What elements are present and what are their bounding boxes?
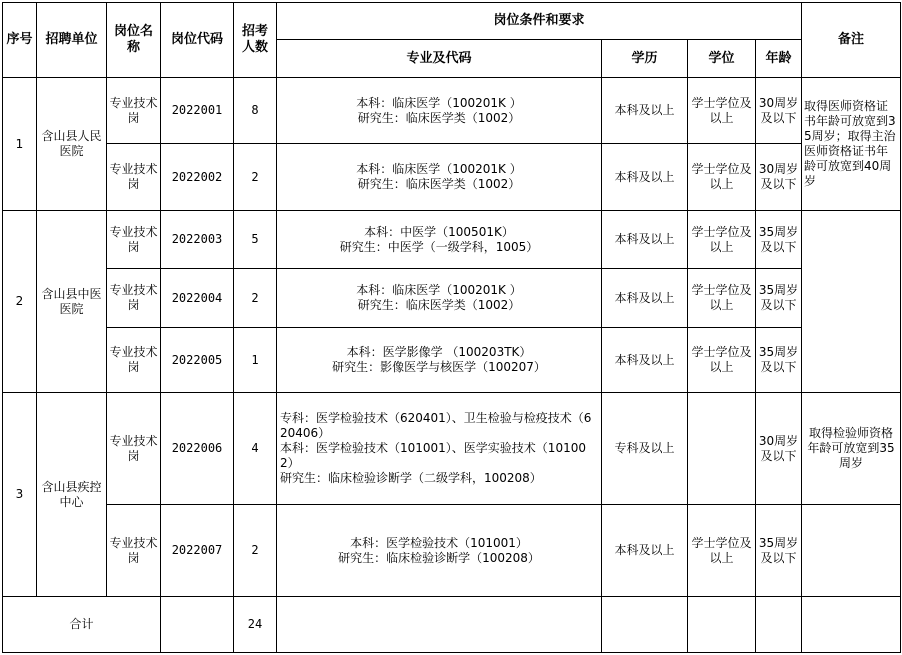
- major-cell: [277, 505, 602, 597]
- header-age: 年龄: [756, 40, 802, 78]
- header-education: 学历: [602, 40, 688, 78]
- degree-cell: 学士学位及以上: [688, 328, 756, 393]
- degree-cell: 学士学位及以上: [688, 144, 756, 211]
- total-label: 合计: [3, 597, 161, 653]
- education-cell: 本科及以上: [602, 144, 688, 211]
- table-row: [3, 328, 901, 393]
- major-line: 专科：医学检验技术（620401）、卫生检验与检疫技术（620406）: [280, 411, 592, 440]
- education-cell: 本科及以上: [602, 505, 688, 597]
- age-cell: 35周岁及以下: [756, 328, 802, 393]
- major-line: 本科：临床医学（100201K ）: [356, 283, 522, 297]
- header-post-code: 岗位代码: [161, 3, 234, 78]
- major-line: 研究生：临床检验诊断学（100208）: [338, 550, 540, 565]
- major-line: 研究生：影像医学与核医学（100207）: [332, 360, 546, 374]
- major-line: 本科：中医学（100501K）: [364, 224, 514, 239]
- remark-cell: 取得医师资格证书年龄可放宽到35周岁；取得主治医师资格证书年龄可放宽到40周岁: [802, 78, 901, 211]
- age-cell: 30周岁及以下: [756, 144, 802, 211]
- group-seq: 2: [3, 211, 37, 393]
- major-line: 本科：医学检验技术（101001）: [350, 535, 528, 550]
- major-line: 本科：临床医学（100201K ）: [356, 162, 522, 176]
- post-name: 专业技术岗: [107, 78, 161, 144]
- post-name: 专业技术岗: [107, 269, 161, 328]
- total-empty: [161, 597, 234, 653]
- post-code: 2022006: [161, 393, 234, 505]
- header-degree: 学位: [688, 40, 756, 78]
- table-row: [3, 211, 901, 269]
- major-line: 本科：临床医学（100201K ）: [356, 95, 522, 110]
- post-count: 2: [234, 144, 277, 211]
- group-seq: 1: [3, 78, 37, 211]
- table-row: [3, 505, 901, 597]
- post-code: 2022005: [161, 328, 234, 393]
- post-name: 专业技术岗: [107, 505, 161, 597]
- post-count: 2: [234, 505, 277, 597]
- header-seq: 序号: [3, 3, 37, 78]
- degree-cell: 学士学位及以上: [688, 78, 756, 144]
- remark-cell: 取得检验师资格年龄可放宽到35周岁: [802, 393, 901, 505]
- header-unit: 招聘单位: [37, 3, 107, 78]
- header-conditions: 岗位条件和要求: [277, 3, 802, 40]
- total-empty: [688, 597, 756, 653]
- table-row: [3, 144, 901, 211]
- header-post-name: 岗位名称: [107, 3, 161, 78]
- total-empty: [756, 597, 802, 653]
- degree-cell: 学士学位及以上: [688, 269, 756, 328]
- post-code: 2022004: [161, 269, 234, 328]
- major-line: 研究生：临床检验诊断学（二级学科，100208）: [280, 471, 542, 485]
- total-empty: [802, 597, 901, 653]
- table-row: [3, 269, 901, 328]
- major-cell: [277, 144, 602, 211]
- degree-cell: 学士学位及以上: [688, 505, 756, 597]
- post-count: 8: [234, 78, 277, 144]
- total-row: [3, 597, 901, 653]
- major-cell: [277, 393, 602, 505]
- major-cell: [277, 328, 602, 393]
- total-empty: [277, 597, 602, 653]
- post-count: 1: [234, 328, 277, 393]
- age-cell: 35周岁及以下: [756, 211, 802, 269]
- education-cell: 本科及以上: [602, 78, 688, 144]
- group-seq: 3: [3, 393, 37, 597]
- major-line: 研究生：临床医学类（1002）: [357, 177, 521, 191]
- post-code: 2022003: [161, 211, 234, 269]
- education-cell: 专科及以上: [602, 393, 688, 505]
- post-name: 专业技术岗: [107, 328, 161, 393]
- major-line: 本科：医学影像学 （100203TK）: [346, 345, 532, 359]
- post-count: 2: [234, 269, 277, 328]
- education-cell: 本科及以上: [602, 269, 688, 328]
- major-line: 研究生：中医学（一级学科，1005）: [339, 239, 539, 254]
- header-count: 招考人数: [234, 3, 277, 78]
- post-name: 专业技术岗: [107, 211, 161, 269]
- major-line: 本科：医学检验技术（101001）、医学实验技术（101002）: [280, 441, 586, 470]
- table-row: [3, 78, 901, 144]
- post-code: 2022002: [161, 144, 234, 211]
- major-cell: [277, 269, 602, 328]
- total-count: 24: [234, 597, 277, 653]
- post-name: 专业技术岗: [107, 144, 161, 211]
- post-count: 5: [234, 211, 277, 269]
- education-cell: 本科及以上: [602, 328, 688, 393]
- group-unit: 含山县中医医院: [37, 211, 107, 393]
- total-empty: [602, 597, 688, 653]
- remark-cell: [802, 505, 901, 597]
- major-line: 研究生：临床医学类（1002）: [357, 298, 521, 312]
- age-cell: 35周岁及以下: [756, 269, 802, 328]
- age-cell: 30周岁及以下: [756, 393, 802, 505]
- age-cell: 35周岁及以下: [756, 505, 802, 597]
- group-unit: 含山县疾控中心: [37, 393, 107, 597]
- major-line: 研究生：临床医学类（1002）: [357, 110, 521, 125]
- header-remarks: 备注: [802, 3, 901, 78]
- major-cell: [277, 78, 602, 144]
- major-cell: [277, 211, 602, 269]
- remark-cell: [802, 211, 901, 393]
- post-code: 2022007: [161, 505, 234, 597]
- age-cell: 30周岁及以下: [756, 78, 802, 144]
- table-row: [3, 393, 901, 505]
- recruitment-table: [2, 2, 901, 653]
- group-unit: 含山县人民医院: [37, 78, 107, 211]
- post-count: 4: [234, 393, 277, 505]
- header-row-1: [3, 3, 901, 40]
- header-major: 专业及代码: [277, 40, 602, 78]
- degree-cell: [688, 393, 756, 505]
- post-name: 专业技术岗: [107, 393, 161, 505]
- degree-cell: 学士学位及以上: [688, 211, 756, 269]
- education-cell: 本科及以上: [602, 211, 688, 269]
- post-code: 2022001: [161, 78, 234, 144]
